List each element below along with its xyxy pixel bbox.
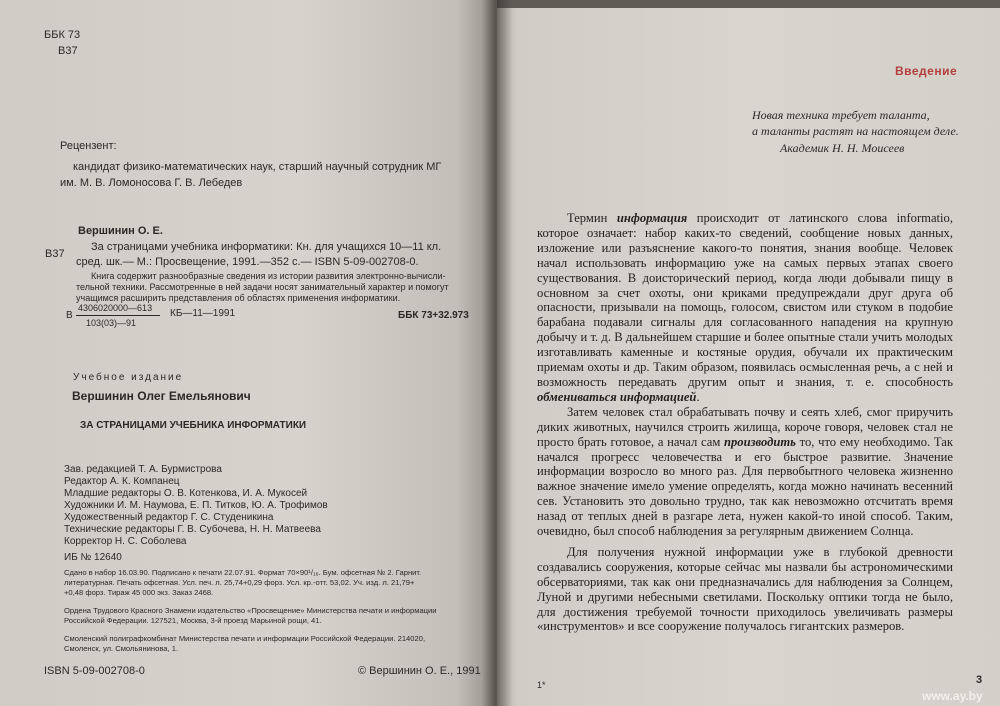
publisher-info-line: Российской Федерации. 127521, Москва, 3-й проезд Марьиной рощи, 41. <box>64 616 322 625</box>
print-info-line: литературная. Печать офсетная. Усл. печ. л. 25,74+0,29 форз. Усл. кр.-отт. 53,02. Уч. изд. л. 21,79+ <box>64 578 415 587</box>
edition-type: Учебное издание <box>73 372 184 383</box>
bbk-top: ББК 73 <box>44 29 81 41</box>
kb-code: КБ—11—1991 <box>170 308 236 319</box>
editor-line: Корректор Н. С. Соболева <box>64 536 187 547</box>
biblio-line-1: За страницами учебника информатики: Кн. для учащихся 10—11 кл. <box>91 241 442 253</box>
p3-text: Для получения нужной информации уже в глубокой древности создавались сооружения, которые сейчас мы назвали бы астрономическими обсерваториями, так как они предназначались для наблюдения за Солнцем, Луной и другими небесными светилами. Поскольку оптики тогда не было, для достижения требуемой точности приходилось увеличивать размеры «инструментов» и все сооружение получалось гигантских размеров. <box>537 544 953 634</box>
abstract-line-1: Книга содержит разнообразные сведения из истории развития электронно-вычисли- <box>91 271 446 281</box>
abstract-line-2: тельной техники. Рассмотренные в ней задачи носят занимательный характер и помогут <box>76 282 449 292</box>
signature-mark: 1* <box>537 680 546 690</box>
bbk-bottom: ББК 73+32.973 <box>398 310 469 321</box>
isbn-bottom: ISBN 5-09-002708-0 <box>44 665 145 677</box>
editor-line: Зав. редакцией Т. А. Бурмистрова <box>64 464 222 475</box>
intro-body <box>537 211 953 634</box>
printer-info-line: Смоленский полиграфкомбинат Министерства печати и информации Российской Федерации. 214020, <box>64 634 426 643</box>
reviewer-label: Рецензент: <box>60 140 117 152</box>
formula-denominator: 103(03)—91 <box>86 318 137 328</box>
p1-text-a: Термин <box>567 211 608 225</box>
term-informatsiya: информация <box>616 211 688 225</box>
p1-text-c: . <box>696 389 700 404</box>
formula-letter: В <box>66 310 73 321</box>
author-full: Вершинин Олег Емельянович <box>72 389 251 403</box>
p1-text-b: происходит от латинского слова informatio, которое означает: набор каких-то сведений, сообщение новых данных, изложение или разъяснение какого-то понятия, знания вообще. Человек начал использовать информацию уже на самых первых этапах своего существования. В доисторический период, когда люди добывали пищу в основном за счет охоты, они криками предупреждали друг друга об опасности, призывали на помощь, голосом, свистом или стуком в подобие барабана подавали сигналы для согласованного нападения на крупную добычу и т. д. В дальнейшем старшие и более опытные стали учить молодых изготавливать каменные и костяные орудия, обучали их практическим приемам охоты и др. Таким образом, появилась осмысленная речь, а с ней и возможность передавать другим опыт и знания, т. е. способность <box>537 211 953 389</box>
editor-line: Художники И. М. Наумова, Е. П. Титков, Ю. А. Трофимов <box>64 500 328 511</box>
code-side: В37 <box>45 248 65 260</box>
page-number: 3 <box>976 674 983 686</box>
reviewer-line-2: им. М. В. Ломоносова Г. В. Лебедев <box>60 177 243 189</box>
book-spine <box>482 0 512 706</box>
editor-line: Технические редакторы Г. В. Субочева, Н. Н. Матвеева <box>64 524 321 535</box>
term-produce: производить <box>724 434 796 449</box>
paragraph-1 <box>537 211 953 405</box>
ib-number: ИБ № 12640 <box>64 552 122 563</box>
chapter-heading: Введение <box>895 64 958 78</box>
right-page <box>497 8 1000 706</box>
publisher-info-line: Ордена Трудового Красного Знамени издательство «Просвещение» Министерства печати и информации <box>64 606 437 615</box>
editor-line: Редактор А. К. Компанец <box>64 476 180 487</box>
copyright: © Вершинин О. Е., 1991 <box>358 665 481 677</box>
formula-numerator: 4306020000—613 <box>78 303 153 313</box>
printer-info-line: Смоленск, ул. Смольянинова, 1. <box>64 644 179 653</box>
watermark: www.ay.by <box>922 689 983 703</box>
biblio-line-2: сред. шк.— М.: Просвещение, 1991.—352 с.— ISBN 5-09-002708-0. <box>76 256 419 268</box>
abstract-line-3: учащимся расширить представления об областях применения информатики. <box>76 293 401 303</box>
epigraph-line-1: Новая техника требует таланта, <box>752 108 930 122</box>
book-title: ЗА СТРАНИЦАМИ УЧЕБНИКА ИНФОРМАТИКИ <box>80 420 307 431</box>
paragraph-2 <box>537 405 953 539</box>
term-exchange-info: обмениваться информацией <box>537 389 697 404</box>
epigraph-author: Академик Н. Н. Моисеев <box>780 141 905 155</box>
editor-line: Младшие редакторы О. В. Котенкова, И. А. Мукосей <box>64 488 308 499</box>
print-info-line: +0,48 форз. Тираж 45 000 экз. Заказ 2468. <box>64 588 214 597</box>
formula-fraction-bar <box>76 315 160 316</box>
author-short: Вершинин О. Е. <box>78 225 163 237</box>
epigraph-line-2: а таланты растят на настоящем деле. <box>752 124 959 138</box>
p2-text-b: то, что ему необходимо. Так начался прогресс человечества и его быстрое развитие. Значение информации возросло во много раз. Для первобытного человека жизненно важное значение имело умение определять, когда можно начинать весенний сев. Установить это довольно трудно, так как невозможно отсчитать время назад от теплых дней в разгаре лета, нужен какой-то иной способ. Таким, очевидно, был способ наблюдения за регулярным движением Солнца. <box>537 434 953 539</box>
p2-text-a: Затем человек стал обрабатывать почву и сеять хлеб, смог приручить диких животных, научился строить жилища, короче говоря, человек стал не просто брать готовое, а начал сам <box>537 404 953 449</box>
editor-line: Художественный редактор Г. С. Студеникина <box>64 512 274 523</box>
print-info-line: Сдано в набор 16.03.90. Подписано к печати 22.07.91. Формат 70×90¹/₁₆. Бум. офсетная № 2. Гарнит. <box>64 568 422 577</box>
paragraph-3 <box>537 545 953 634</box>
left-page <box>0 0 497 706</box>
code-top: В37 <box>58 45 78 57</box>
reviewer-line-1: кандидат физико-математических наук, старший научный сотрудник МГ <box>73 161 442 173</box>
